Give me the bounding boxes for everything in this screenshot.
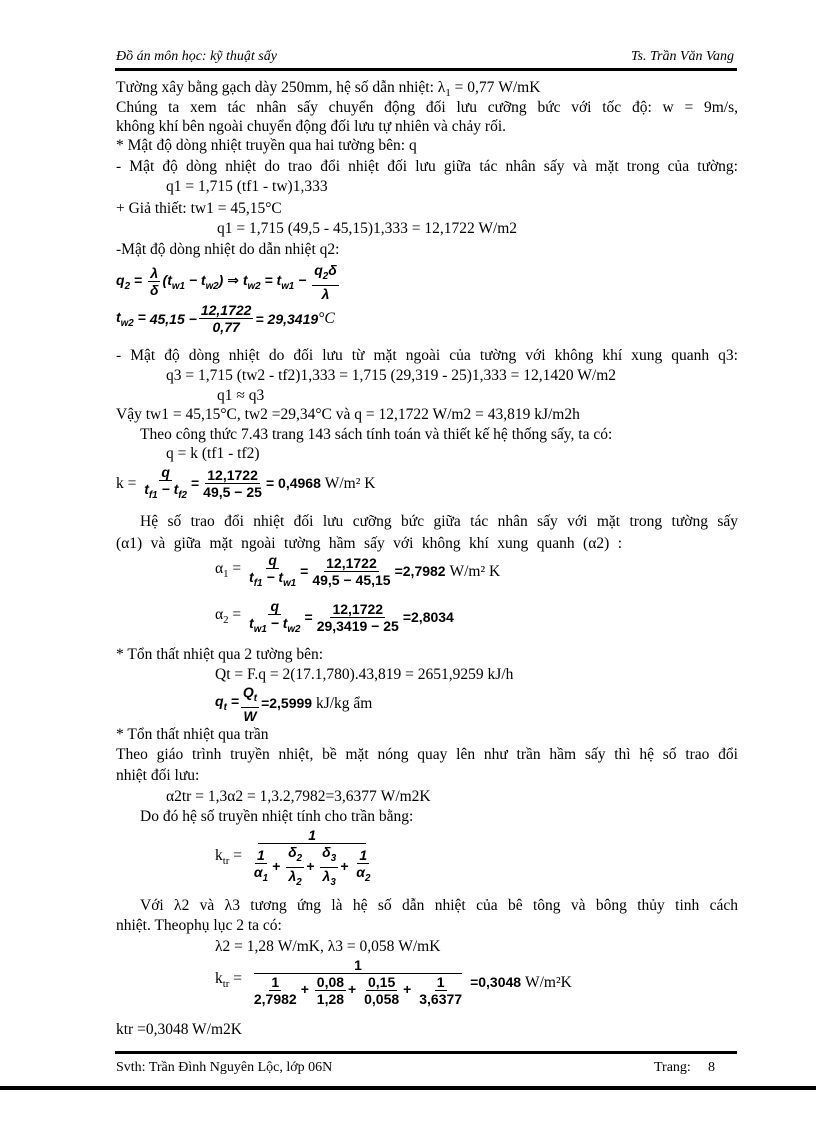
text-line: Tường xây bằng gạch dày 250mm, hệ số dẫn nhiệt: $\lambda_1 = 0,77$ W/mK — [116, 79, 541, 100]
text-line: q1 = 1,715 (tf1 - tw)1,333 — [166, 178, 328, 195]
header-right: Ts. Trần Văn Vang — [631, 49, 734, 64]
header-rule — [115, 68, 737, 71]
text-line: Theo giáo trình truyền nhiệt, bề mặt nóng quay lên như trần hầm sấy thì hệ số trao đổi — [116, 746, 738, 763]
text-line: Hệ số trao đổi nhiệt đối lưu cưỡng bức giữa tác nhân sấy với mặt trong tường sấy — [140, 513, 738, 530]
text-line: - Mật độ dòng nhiệt do đối lưu từ mặt ngoài của tường với không khí xung quanh q3: — [116, 347, 738, 364]
formula-alpha2: $\alpha_2$ = $\frac{q}{t_{w1} - t_{w2}}$ = $\frac{12,1722}{29,3419 - 25}$ = 2,8034 — [215, 598, 454, 635]
text-line: ktr =0,3048 W/m2K — [116, 1021, 242, 1038]
text-line: q1 ≈ q3 — [217, 387, 265, 404]
text-line: * Tổn thất nhiệt qua trần — [116, 726, 269, 743]
text-line: q3 = 1,715 (tw2 - tf2)1,333 = 1,715 (29,319 - 25)1,333 = 12,1420 W/m2 — [166, 367, 616, 384]
text-line: + Giả thiết: tw1 = 45,15°C — [116, 200, 282, 217]
footer-rule — [115, 1051, 737, 1054]
formula-ktr-symbolic: $k_{tr}$ = 1 $\frac{1}{\alpha_1}$ + $\frac{\delta_2}{\lambda_2}$ + $\frac{\delta_3}{\lambda_3}$ + $\frac{1}{\alpha_2}$ — [215, 827, 371, 888]
formula-ktr-numeric: $k_{tr}$ = 1 $\frac{1}{2,7982}$ + $\frac{0,08}{1,28}$ + $\frac{0,15}{0,058}$ + $\frac{1}{3,6377}$ = 0,3048 W/m²K — [215, 957, 572, 1007]
text-line: Với λ2 và λ3 tương ứng là hệ số dẫn nhiệt của bê tông và bông thủy tinh cách — [140, 897, 738, 914]
text-line: * Tổn thất nhiệt qua 2 tường bên: — [116, 646, 324, 663]
header-left: Đồ án môn học: kỹ thuật sấy — [116, 49, 277, 64]
formula-k: k = $\frac{q}{t_{f1} - t_{f2}}$ = $\frac{12,1722}{49,5 - 25}$ = 0,4968 W/m² K — [116, 464, 376, 501]
formula-alpha1: $\alpha_1$ = $\frac{q}{t_{f1} - t_{w1}}$ = $\frac{12,1722}{49,5 - 45,15}$ = 2,7982 W/m² K — [215, 552, 501, 589]
footer-page-number: 8 — [708, 1060, 715, 1075]
text-line: Vậy tw1 = 45,15°C, tw2 =29,34°C và q = 12,1722 W/m2 = 43,819 kJ/m2h — [116, 406, 580, 423]
text-line: -Mật độ dòng nhiệt do dẫn nhiệt q2: — [116, 241, 340, 258]
text-line: không khí bên ngoài chuyển động đối lưu tự nhiên và chảy rối. — [116, 118, 507, 135]
text-line: Chúng ta xem tác nhân sấy chuyển động đối lưu cưỡng bức với tốc độ: w = 9m/s, — [116, 99, 738, 116]
footer-page-label: Trang: — [654, 1060, 691, 1075]
text-line: (α1) và giữa mặt ngoài tường hầm sấy với không khí xung quanh (α2) : — [116, 535, 622, 552]
text-line: - Mật độ dòng nhiệt do trao đổi nhiệt đối lưu giữa tác nhân sấy và mặt trong của tường: — [116, 158, 738, 175]
text-line: * Mật độ dòng nhiệt truyền qua hai tường bên: q — [116, 137, 417, 154]
page-bottom-border — [0, 1086, 816, 1090]
text-line: Do đó hệ số truyền nhiệt tính cho trần bằng: — [140, 808, 414, 825]
text-line: λ2 = 1,28 W/mK, λ3 = 0,058 W/mK — [215, 938, 441, 955]
formula-qt: $q_t$ = $\frac{Q_t}{W}$ = 2,5999 kJ/kg ẩm — [215, 684, 373, 724]
text-line: α2tr = 1,3α2 = 1,3.2,7982=3,6377 W/m2K — [166, 788, 431, 805]
formula-q2: $q_2$ = $\frac{\lambda}{\delta}$ $(t_{w1} - t_{w2})$ ⇒ $t_{w2} = t_{w1}$ − $\frac{q_2\delta}{\lambda}$ — [116, 262, 337, 302]
text-line: Theo công thức 7.43 trang 143 sách tính toán và thiết kế hệ thống sấy, ta có: — [140, 426, 613, 443]
text-line: Qt = F.q = 2(17.1,780).43,819 = 2651,9259 kJ/h — [215, 666, 514, 683]
footer-left: Svth: Trần Đình Nguyên Lộc, lớp 06N — [116, 1060, 333, 1075]
text-line: nhiệt. Theophụ lục 2 ta có: — [116, 917, 282, 934]
formula-tw2: $t_{w2}$ = 45,15 − $\frac{12,1722}{0,77}$ = 29,3419 °C — [116, 302, 335, 335]
text-line: nhiệt đối lưu: — [116, 767, 200, 784]
text-line: q1 = 1,715 (49,5 - 45,15)1,333 = 12,1722 W/m2 — [217, 220, 518, 237]
text-line: q = k (tf1 - tf2) — [166, 445, 260, 462]
